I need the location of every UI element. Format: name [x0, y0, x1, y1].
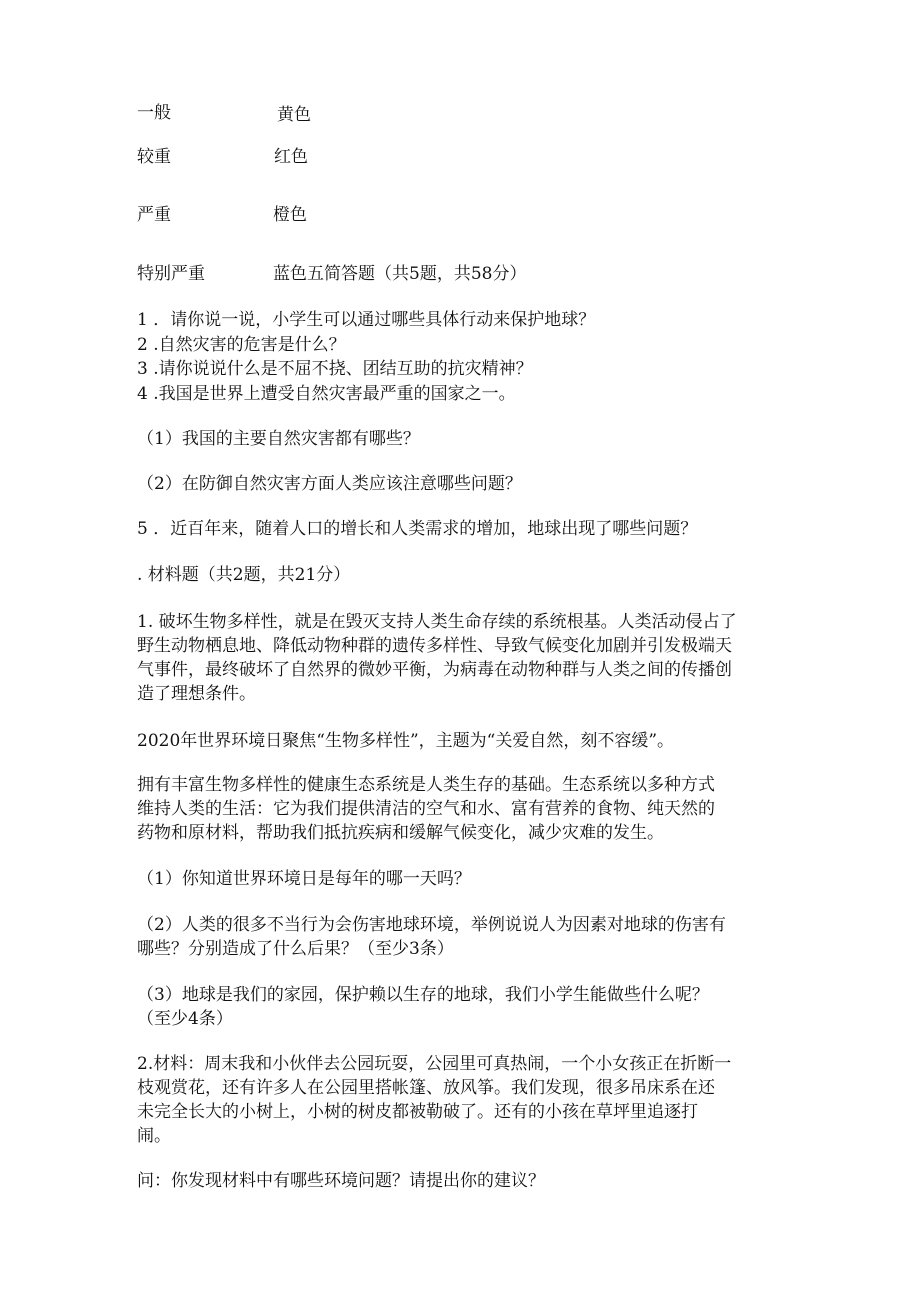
level-label-heavy: 较重 — [137, 147, 171, 167]
material-2-paragraph — [137, 1052, 787, 1148]
level-color-heavy: 红色 — [274, 147, 308, 167]
level-label-general: 一般 — [137, 103, 171, 123]
material-2-line: 2.材料：周末我和小伙伴去公园玩耍，公园里可真热闹，一个小女孩正在折断一 — [137, 1054, 732, 1074]
material-1-question-2 — [137, 913, 787, 961]
material-section-heading: . 材料题（共2题，共21分） — [137, 565, 351, 585]
ecosystem-line: 药物和原材料，帮助我们抵抗疾病和缓解气候变化，减少灾难的发生。 — [137, 823, 664, 843]
material-1-question-3 — [137, 983, 787, 1031]
material-2-line: 未完全长大的小树上，小树的树皮都被勒破了。还有的小孩在草坪里追逐打 — [137, 1102, 698, 1122]
level-label-severe: 严重 — [137, 205, 171, 225]
short-answer-question-3: 3 .请你说说什么是不屈不挠、团结互助的抗灾精神？ — [137, 359, 533, 379]
material-1-line: 造了理想条件。 — [137, 684, 256, 704]
ecosystem-line: 维持人类的生活：它为我们提供清洁的空气和水、富有营养的食物、纯天然的 — [137, 799, 715, 819]
short-answer-question-5: 5 ．近百年来，随着人口的增长和人类需求的增加，地球出现了哪些问题？ — [137, 519, 698, 539]
short-answer-question-4-sub-2: （2）在防御自然灾害方面人类应该注意哪些问题？ — [137, 474, 522, 494]
level-color-general: 黄色 — [277, 105, 311, 125]
short-answer-question-2: 2 .自然灾害的危害是什么？ — [137, 335, 346, 355]
question-line: （2）人类的很多不当行为会伤害地球环境，举例说说人为因素对地球的伤害有 — [137, 915, 726, 935]
material-2-question: 问：你发现材料中有哪些环境问题？请提出你的建议？ — [137, 1171, 545, 1191]
short-answer-question-4-sub-1: （1）我国的主要自然灾害都有哪些？ — [137, 429, 420, 449]
level-label-extreme: 特别严重 — [137, 264, 205, 284]
material-1-environment-day-line: 2020年世界环境日聚焦“生物多样性”，主题为“关爱自然，刻不容缓”。 — [137, 731, 675, 751]
question-line: （至少4条） — [137, 1009, 233, 1029]
material-1-question-1: （1）你知道世界环境日是每年的哪一天吗？ — [137, 869, 471, 889]
short-answer-question-4: 4 .我国是世界上遭受自然灾害最严重的国家之一。 — [137, 384, 516, 404]
level-color-extreme-and-section-heading: 蓝色五简答题（共5题，共58分） — [273, 264, 527, 284]
ecosystem-line: 拥有丰富生物多样性的健康生态系统是人类生存的基础。生态系统以多种方式 — [137, 775, 715, 795]
short-answer-question-1: 1 ．请你说一说，小学生可以通过哪些具体行动来保护地球？ — [137, 310, 596, 330]
question-line: 哪些？分别造成了什么后果？（至少3条） — [137, 939, 454, 959]
material-1-line: 气事件，最终破坏了自然界的微妙平衡，为病毒在动物种群与人类之间的传播创 — [137, 660, 732, 680]
question-line: （3）地球是我们的家园，保护赖以生存的地球，我们小学生能做些什么呢？ — [137, 985, 709, 1005]
material-1-ecosystem-paragraph — [137, 773, 787, 845]
material-2-line: 枝观赏花，还有许多人在公园里搭帐篷、放风筝。我们发现，很多吊床系在还 — [137, 1078, 715, 1098]
material-1-line: 1. 破坏生物多样性，就是在毁灭支持人类生命存续的系统根基。人类活动侵占了 — [137, 612, 737, 632]
material-2-line: 闹。 — [137, 1126, 171, 1146]
level-color-severe: 橙色 — [273, 205, 307, 225]
material-1-paragraph — [137, 610, 787, 706]
material-1-line: 野生动物栖息地、降低动物种群的遗传多样性、导致气候变化加剧并引发极端天 — [137, 636, 732, 656]
